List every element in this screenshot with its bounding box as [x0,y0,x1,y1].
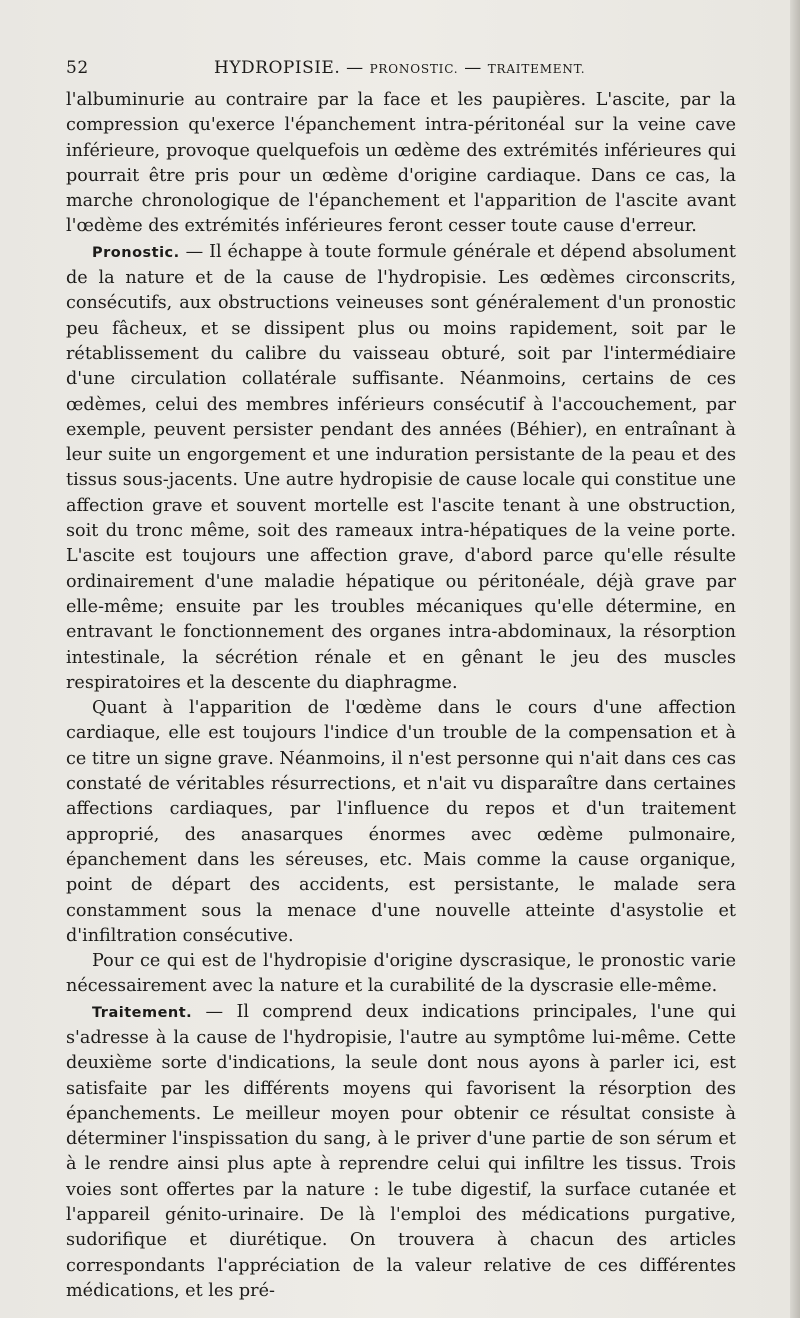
paragraph-pronostic [66,240,736,696]
section-heading-traitement: Traitement. [92,1004,193,1021]
title-separator: — [340,58,370,78]
title-separator: — [458,58,488,78]
section-heading-pronostic: Pronostic. [92,244,180,261]
paragraph-dyscrasic: Pour ce qui est de l'hydropisie d'origine dyscrasique, le pronostic varie nécessairement avec la nature et la curabilité de la dyscrasie elle-même. [66,951,736,997]
title-main: HYDROPISIE. [214,58,341,78]
paragraph-traitement [66,1000,736,1305]
running-title [214,58,585,78]
page-body [66,88,736,1304]
paragraph-text: — Il échappe à toute formule générale et dépend absolument de la nature et de la cause de l'hydropisie. Les œdèmes circonscrits, consécutifs, aux obstructions veineuses sont généralement d'un pronostic peu fâcheux, et se dissipent plus ou moins rapidement, soit par le rétablissement du calibre du vaisseau obturé, soit par l'intermédiaire d'une circulation collatérale suffisante. Néanmoins, certains de ces œdèmes, celui des membres inférieurs consécutif à l'accouchement, par exemple, peuvent persister pendant des années (Béhier), en entraînant à leur suite un engorgement et une induration persistante de la peau et des tissus sous-jacents. Une autre hydropisie de cause locale qui constitue une affection grave et souvent mortelle est l'ascite tenant à une obstruction, soit du tronc même, soit des rameaux intra-hépatiques de la veine porte. L'ascite est toujours une affection grave, d'abord parce qu'elle résulte ordinairement d'une maladie hépatique ou péritonéale, déjà grave par elle-même; ensuite par les troubles mécaniques qu'elle détermine, en entravant le fonctionnement des organes intra-abdominaux, la résorption intestinale, la sécrétion rénale et en gênant le jeu des muscles respiratoires et la descente du diaphragme. [66,241,736,693]
paragraph-text: — Il comprend deux indications principales, l'une qui s'adresse à la cause de l'hydropisie, l'autre au symptôme lui-même. Cette deuxième sorte d'indications, la seule dont nous ayons à parler ici, est satisfaite par les différents moyens qui favorisent la résorption des épanchements. Le meilleur moyen pour obtenir ce résultat consiste à déterminer l'inspissation du sang, à le priver d'une partie de son sérum et à le rendre ainsi plus apte à reprendre celui qui infiltre les tissus. Trois voies sont offertes par la nature : le tube digestif, la surface cutanée et l'appareil génito-urinaire. De là l'emploi des médications purgative, sudorifique et diurétique. On trouvera à chacun des articles correspondants l'appréciation de la valeur relative de ces différentes médications, et les pré- [66,1001,736,1301]
paragraph-cardiac-oedema: Quant à l'apparition de l'œdème dans le cours d'une affection cardiaque, elle est toujours l'indice d'un trouble de la compensation et à ce titre un signe grave. Néanmoins, il n'est personne qui n'ait dans ces cas constaté de véritables résurrections, et n'ait vu disparaître dans certaines affections cardiaques, par l'influence du repos et d'un traitement approprié, des anasarques énormes avec œdème pulmonaire, épanchement dans les séreuses, etc. Mais comme la cause organique, point de départ des accidents, est persistante, le malade sera constamment sous la menace d'une nouvelle atteinte d'asystolie et d'infiltration consécutive. [66,698,736,946]
title-traitement: TRAITEMENT. [487,62,586,76]
paragraph-continuation: l'albuminurie au contraire par la face et les paupières. L'ascite, par la compression qu'exerce l'épanchement intra-péritonéal sur la veine cave inférieure, provoque quelquefois un œdème des extrémités inférieures qui pourrait être pris pour un œdème d'origine cardiaque. Dans ce cas, la marche chronologique de l'épanchement et l'apparition de l'ascite avant l'œdème des extrémités inférieures feront cesser toute cause d'erreur. [66,90,736,237]
page-edge-shadow [790,0,800,1318]
page-number: 52 [66,58,89,78]
title-pronostic: PRONOSTIC. [369,62,459,76]
